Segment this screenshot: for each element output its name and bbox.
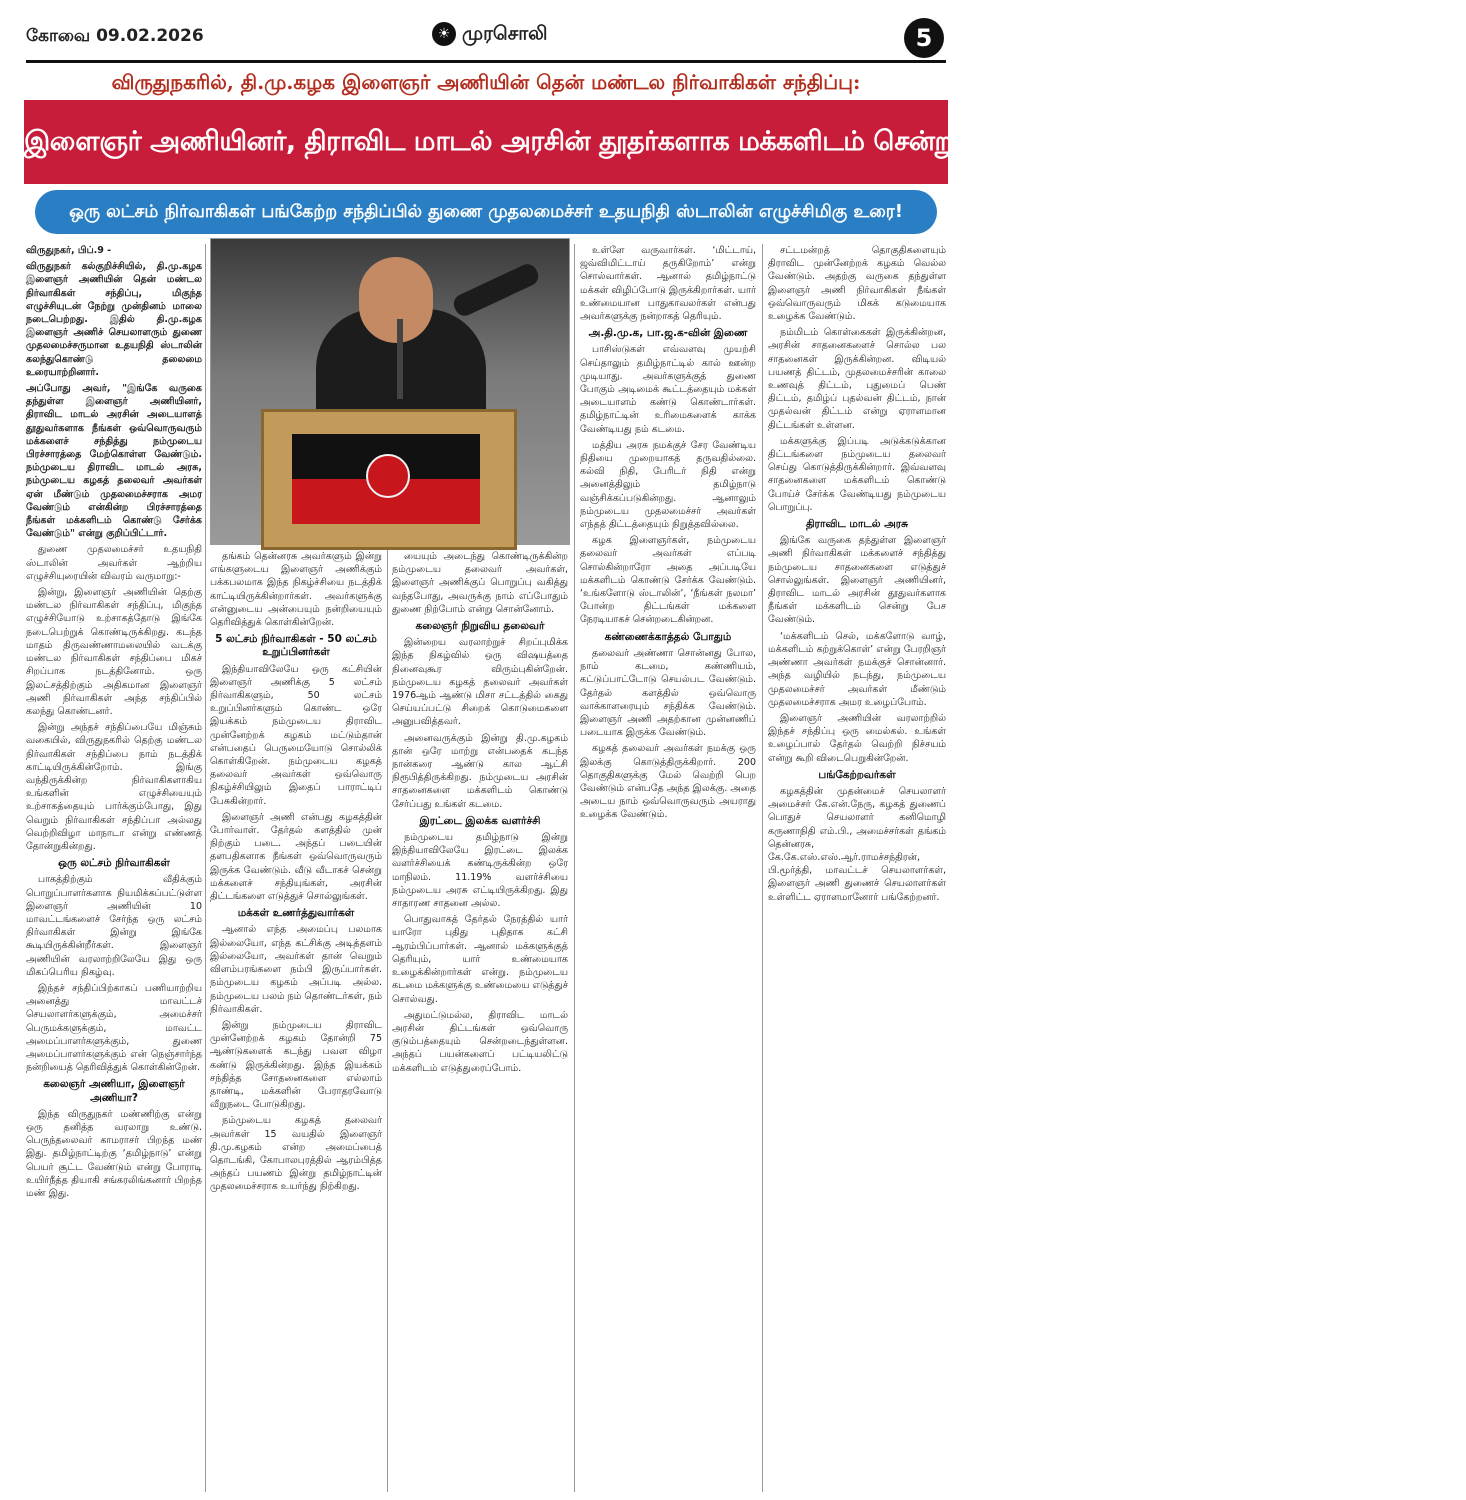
headline: இளைஞர் அணியினர், திராவிட மாடல் அரசின் தூதர்களாக மக்களிடம் சென்று நம் சாதனைகளை எடுத்துச் சொல்லுங்கள்! — [24, 126, 1466, 157]
paragraph: மக்களுக்கு இப்படி அடுக்கடுக்கான திட்டங்களை நம்முடைய தலைவர் செய்து கொடுத்திருக்கின்றார். இவ்வளவு சாதனைகளை மக்களிடம் கொண்டு போய்ச் சேர்க்க வேண்டியது நம்முடைய பொறுப்பு. — [768, 435, 946, 513]
paragraph: இந்த விருதுநகர் மண்ணிற்கு என்று ஒரு தனித்த வரலாறு உண்டு. பெருந்தலைவர் காமராசர் பிறந்த மண் இது. தமிழ்நாட்டிற்கு ‘தமிழ்நாடு’ என்று பெயர் சூட்ட வேண்டும் என்று போராடி உயிர்நீத்த தியாகி சங்கரலிங்கனார் பிறந்த மண் இது. — [26, 1108, 202, 1200]
section-heading: கலைஞர் அணியா, இளைஞர் அணியா? — [43, 1078, 185, 1104]
paragraph: அதுமட்டுமல்ல, திராவிட மாடல் அரசின் திட்டங்கள் ஒவ்வொரு குடும்பத்தையும் சென்றடைந்துள்ளன. அந்தப் பயன்களைப் பட்டியலிட்டு மக்களிடம் எடுத்துரைப்போம். — [392, 1009, 568, 1074]
paragraph: தங்கம் தென்னரசு அவர்களும் இன்று எங்களுடைய இளைஞர் அணிக்கும் பக்கபலமாக இந்த நிகழ்ச்சியை நடத்திக் காட்டியிருக்கின்றார்கள். அவர்களுக்கு என்னுடைய அன்பையும் நன்றியையும் தெரிவித்துக் கொள்கின்றேன். — [210, 551, 382, 629]
paragraph: இன்று நம்முடைய திராவிட முன்னேற்றக் கழகம் தோன்றி 75 ஆண்டுகளைக் கடந்து பவள விழா கண்டு இருக்கின்றது. இந்த இயக்கம் சந்தித்த சோதனைகளை எல்லாம் தாண்டி, மக்களின் பேராதரவோடு வீறுநடை போடுகிறது. — [210, 1019, 382, 1111]
paragraph: துணை முதலமைச்சர் உதயநிதி ஸ்டாலின் அவர்கள் ஆற்றிய எழுச்சியுரையின் விவரம் வருமாறு:- — [26, 544, 202, 582]
lead-paragraph: விருதுநகர் கல்குறிச்சியில், தி.மு.கழக இளைஞர் அணியின் தென் மண்டல நிர்வாகிகள் சந்திப்பு, மிகுந்த எழுச்சியுடன் நேற்று முன்தினம் மாலை நடைபெற்றது. இதில் தி.மு.கழக இளைஞர் அணிச் செயலாளரும் துணை முதலமைச்சருமான உதயநிதி ஸ்டாலின் கலந்துகொண்டு தலைமை உரையாற்றினார். — [26, 261, 202, 378]
paper-name-block — [432, 22, 548, 48]
rising-sun-logo-icon: ☀ — [432, 22, 456, 46]
subheadline-banner — [35, 190, 937, 234]
column-divider — [205, 244, 206, 1492]
speaker-photo — [210, 238, 570, 545]
article-column-3 — [392, 550, 568, 1492]
speaker-head — [359, 257, 433, 343]
paragraph: பொதுவாகத் தேர்தல் நேரத்தில் யார் யாரோ புதிது புதிதாக கட்சி ஆரம்பிப்பார்கள். ஆனால் மக்களுக்குத் தெரியும், யார் உண்மையாக உழைக்கின்றார்கள் என்று. நம்முடைய கடமை மக்களுக்கு உண்மையை எடுத்துச் சொல்வது. — [392, 914, 568, 1005]
column-divider — [762, 244, 763, 1492]
page-number: 5 — [904, 18, 944, 58]
rising-sun-icon — [366, 454, 410, 498]
paragraph: இன்று அந்தச் சந்திப்பையே மிஞ்சும் வகையில், விருதுநகரில் தெற்கு மண்டல நிர்வாகிகள் சந்திப்பை நாம் நடத்திக் காட்டியிருக்கின்றோம். இங்கு வந்திருக்கின்ற நிர்வாகிகளாகிய உங்களின் எழுச்சியையும் உற்சாகத்தையும் பார்க்கும்போது, இது வெறும் நிர்வாகிகள் சந்திப்பா அல்லது வெற்றிவிழா மாநாடா என்று எண்ணத் தோன்றுகின்றது. — [26, 722, 202, 852]
section-heading: கண்ணைக்காத்தல் போதும் — [604, 630, 732, 643]
article-column-4 — [580, 244, 756, 1492]
paragraph: யையும் அடைந்து கொண்டிருக்கின்ற நம்முடைய தலைவர் அவர்கள், இளைஞர் அணிக்குப் பொறுப்பு வகித்து வந்தபோது, அவருக்கு நாம் எப்போதும் துணை நிற்போம் என்று சொன்னோம். — [392, 551, 568, 615]
paragraph: இந்தச் சந்திப்பிற்காகப் பணியாற்றிய அனைத்து மாவட்டச் செயலாளர்களுக்கும், அமைச்சர் பெருமக்களுக்கும், மாவட்ட அமைப்பாளர்களுக்கும், துணை அமைப்பாளர்களுக்கும் என் நெஞ்சார்ந்த நன்றியைத் தெரிவித்துக் கொள்கின்றேன். — [26, 982, 202, 1074]
column-divider — [387, 550, 388, 1492]
paragraph: தலைவர் அண்ணா சொன்னது போல, நாம் கடமை, கண்ணியம், கட்டுப்பாட்டோடு செயல்பட வேண்டும். தேர்தல் களத்தில் ஒவ்வொரு வாக்காளரையும் சந்திக்க வேண்டும். இளைஞர் அணி அதற்கான முன்னணிப் படையாக இருக்க வேண்டும். — [580, 647, 756, 739]
headline-banner — [24, 100, 1466, 184]
section-heading: கலைஞர் நிறுவிய தலைவர் — [415, 620, 545, 633]
paragraph: இன்றைய வரலாற்றுச் சிறப்புமிக்க இந்த நிகழ்வில் ஒரு விஷயத்தை நினைவுகூர விரும்புகின்றேன். நம்முடைய கழகத் தலைவர் அவர்கள் 1976ஆம் ஆண்டு மிசா சட்டத்தில் கைது செய்யப்பட்டு சிறைக் கொடுமைகளை அனுபவித்தவர். — [392, 637, 568, 728]
paragraph: உள்ளே வருவார்கள். ‘மிட்டாய், ஜவ்விமிட்டாய் தருகிறோம்’ என்று சொல்வார்கள். ஆனால் தமிழ்நாட்டு மக்கள் விழிப்போடு இருக்கிறார்கள். யார் உண்மையான பாதுகாவலர்கள் என்பது அவர்களுக்கு நன்றாகத் தெரியும். — [580, 245, 756, 323]
paper-name: முரசொலி — [462, 22, 548, 45]
paragraph: நம்முடைய தமிழ்நாடு இன்று இந்தியாவிலேயே இரட்டை இலக்க வளர்ச்சியைக் கண்டிருக்கின்ற ஒரே மாநிலம். 11.19% வளர்ச்சியை நம்முடைய அரசு எட்டியிருக்கிறது. இது சாதாரண சாதனை அல்ல. — [392, 832, 568, 910]
article-column-1 — [26, 244, 202, 1492]
dateline: விருதுநகர், பிப்.9 - — [26, 245, 112, 256]
paragraph: சட்டமன்றத் தொகுதிகளையும் திராவிட முன்னேற்றக் கழகம் வெல்ல வேண்டும். அதற்கு வருகை தந்துள்ள இளைஞர் அணி நிர்வாகிகள் நீங்கள் ஒவ்வொருவரும் மிகக் கடுமையாக உழைக்க வேண்டும். — [768, 245, 946, 323]
section-heading: திராவிட மாடல் அரசு — [805, 518, 909, 531]
section-heading: ஒரு லட்சம் நிர்வாகிகள் — [58, 857, 170, 870]
paragraph: கழகத்தின் முதன்மைச் செயலாளர் அமைச்சர் கே.என்.நேரு, கழகத் துணைப் பொதுச் செயலாளர் கனிமொழி கருணாநிதி எம்.பி., அமைச்சர்கள் தங்கம் தென்னரசு, கே.கே.எஸ்.எஸ்.ஆர்.ராமச்சந்திரன், பி.மூர்த்தி, மாவட்டச் செயலாளர்கள், இளைஞர் அணி துணைச் செயலாளர்கள் உள்ளிட்ட ஏராளமானோர் பங்கேற்றனர். — [768, 785, 946, 903]
column-divider — [574, 244, 575, 1492]
paragraph: இளைஞர் அணியின் வரலாற்றில் இந்தச் சந்திப்பு ஒரு மைல்கல். உங்கள் உழைப்பால் தேர்தல் வெற்றி நிச்சயம் என்று கூறி விடைபெறுகின்றேன். — [768, 712, 946, 764]
paragraph: பாகத்திற்கும் வீதிக்கும் பொறுப்பாளர்களாக நியமிக்கப்பட்டுள்ள இளைஞர் அணியின் 10 மாவட்டங்களைச் சேர்ந்த ஒரு லட்சம் நிர்வாகிகள் இன்று இங்கே கூடியிருக்கின்றீர்கள். இளைஞர் அணியின் வரலாற்றிலேயே இது ஒரு மிகப்பெரிய நிகழ்வு. — [26, 874, 202, 978]
section-heading: 5 லட்சம் நிர்வாகிகள் - 50 லட்சம் உறுப்பினர்கள் — [215, 633, 377, 659]
section-heading: அ.தி.மு.க, பா.ஜ.க-வின் இணை — [588, 327, 748, 340]
article-column-2 — [210, 550, 382, 1492]
paragraph: நம்முடைய கழகத் தலைவர் அவர்கள் 15 வயதில் இளைஞர் தி.மு.கழகம் என்ற அமைப்பைத் தொடங்கி, கோபாலபுரத்தில் ஆரம்பித்த அந்தப் பயணம் இன்று தமிழ்நாட்டின் முதலமைச்சராக உயர்ந்து நிற்கிறது. — [210, 1115, 382, 1193]
paragraph: இங்கே வருகை தந்துள்ள இளைஞர் அணி நிர்வாகிகள் மக்களைச் சந்தித்து நம்முடைய சாதனைகளை எடுத்துச் சொல்லுங்கள். இளைஞர் அணியினர், திராவிட மாடல் அரசின் தூதுவர்களாக நீங்கள் மக்களிடம் சென்று பேச வேண்டும். — [768, 535, 946, 626]
section-heading: மக்கள் உணர்த்துவார்கள் — [237, 907, 355, 920]
paragraph: இந்தியாவிலேயே ஒரு கட்சியின் இளைஞர் அணிக்கு 5 லட்சம் நிர்வாகிகளும், 50 லட்சம் உறுப்பினர்களும் கொண்ட ஒரே இயக்கம் நம்முடைய திராவிட முன்னேற்றக் கழகம் மட்டும்தான் என்பதைப் பெருமையோடு சொல்லிக் கொள்கிறேன். நம்முடைய கழகத் தலைவர் அவர்கள் ஒவ்வொரு நிகழ்ச்சியிலும் இதைப் பாராட்டிப் பேசுகின்றார். — [210, 663, 382, 807]
section-heading: பங்கேற்றவர்கள் — [818, 768, 896, 781]
paragraph: ‘மக்களிடம் செல், மக்களோடு வாழ், மக்களிடம் கற்றுக்கொள்’ என்று பேரறிஞர் அண்ணா அவர்கள் நமக்குச் சொன்னார். அந்த வழியில் நடந்து, நம்முடைய முதலமைச்சர் அவர்கள் மீண்டும் முதலமைச்சராக அமர உழைப்போம். — [768, 630, 946, 708]
paragraph: கழகத் தலைவர் அவர்கள் நமக்கு ஒரு இலக்கு கொடுத்திருக்கிறார். 200 தொகுதிகளுக்கு மேல் வெற்றி பெற வேண்டும் என்பதே அந்த இலக்கு. அதை அடைய நாம் ஒவ்வொருவரும் அயராது உழைக்க வேண்டும். — [580, 743, 756, 821]
microphone-icon — [397, 319, 403, 399]
masthead-divider — [26, 60, 946, 63]
article-column-5 — [768, 244, 946, 1492]
party-flag-icon — [292, 434, 480, 524]
edition-date: கோவை 09.02.2026 — [26, 26, 204, 46]
section-heading: இரட்டை இலக்க வளர்ச்சி — [419, 814, 541, 827]
quote-paragraph: அப்போது அவர், "இங்கே வருகை தந்துள்ள இளைஞர் அணியினர், திராவிட மாடல் அரசின் அடையாளத் தூதுவர்களாக நீங்கள் ஒவ்வொருவரும் மக்களைச் சந்தித்து நம்முடைய பிரச்சாரத்தை மேற்கொள்ள வேண்டும். நம்முடைய திராவிட மாடல் அரசு, நம்முடைய கழகத் தலைவர் அவர்கள் ஏன் மீண்டும் முதலமைச்சராக அமர வேண்டும் என்கின்ற பிரச்சாரத்தை நீங்கள் மக்களிடம் கொண்டு சேர்க்க வேண்டும்" என்று குறிப்பிட்டார். — [26, 383, 202, 540]
paragraph: பாசிஸ்டுகள் எவ்வளவு முயற்சி செய்தாலும் தமிழ்நாட்டில் கால் ஊன்ற முடியாது. அவர்களுக்குத் துணை போகும் அடிமைக் கூட்டத்தையும் மக்கள் அடையாளம் கண்டு கொண்டார்கள். தமிழ்நாட்டின் உரிமைகளைக் காக்க வேண்டியது நம் கடமை. — [580, 344, 756, 435]
paragraph: இளைஞர் அணி என்பது கழகத்தின் போர்வாள். தேர்தல் களத்தில் முன் நிற்கும் படை. அந்தப் படையின் தளபதிகளாக நீங்கள் ஒவ்வொருவரும் இருக்க வேண்டும். வீடு வீடாகச் சென்று மக்களைச் சந்தியுங்கள், அரசின் திட்டங்களை எடுத்துச் சொல்லுங்கள். — [210, 811, 382, 903]
podium — [261, 409, 517, 550]
paragraph: இன்று, இளைஞர் அணியின் தெற்கு மண்டல நிர்வாகிகள் சந்திப்பு, மிகுந்த எழுச்சியோடு உற்சாகத்தோடு இங்கே நடைபெற்றுக் கொண்டிருக்கிறது. கடந்த மாதம் திருவண்ணாமலையில் வடக்கு மண்டல நிர்வாகிகள் சந்திப்பை மிகச் சிறப்பாக நடத்தினோம். ஒரு இலட்சத்திற்கும் அதிகமான இளைஞர் அணி நிர்வாகிகள் அந்த சந்திப்பில் கலந்து கொண்டனர். — [26, 587, 202, 717]
subheadline: ஒரு லட்சம் நிர்வாகிகள் பங்கேற்ற சந்திப்பில் துணை முதலமைச்சர் உதயநிதி ஸ்டாலின் எழுச்சிமிகு உரை! — [69, 202, 903, 222]
article-kicker: விருதுநகரில், தி.மு.கழக இளைஞர் அணியின் தென் மண்டல நிர்வாகிகள் சந்திப்பு: — [111, 70, 861, 94]
paragraph: கழக இளைஞர்கள், நம்முடைய தலைவர் அவர்கள் எப்படி சொல்கின்றாரோ அதை அப்படியே மக்களிடம் கொண்டு சேர்க்க வேண்டும். ‘உங்களோடு ஸ்டாலின்’, ‘நீங்கள் நலமா’ போன்ற திட்டங்கள் மக்களை நேரடியாகச் சென்றடைகின்றன. — [580, 535, 756, 626]
paragraph: மத்திய அரசு நமக்குச் சேர வேண்டிய நிதியை முறையாகத் தருவதில்லை. கல்வி நிதி, பேரிடர் நிதி என்று அனைத்திலும் தமிழ்நாடு வஞ்சிக்கப்படுகின்றது. ஆனாலும் நம்முடைய முதலமைச்சர் அவர்கள் எந்தத் திட்டத்தையும் நிறுத்தவில்லை. — [580, 439, 756, 531]
paragraph: ஆனால் எந்த அமைப்பு பலமாக இல்லையோ, எந்த கட்சிக்கு அடித்தளம் இல்லையோ, அவர்கள் தான் வெறும் விளம்பரங்களை நம்பி இருப்பார்கள். நம்முடைய கழகம் அப்படி அல்ல. நம்முடைய பலம் நம் தொண்டர்கள், நம் நிர்வாகிகள். — [210, 924, 382, 1015]
paragraph: அனைவருக்கும் இன்று தி.மு.கழகம் தான் ஒரே மாற்று என்பதைக் கடந்த நான்கரை ஆண்டு கால ஆட்சி நிரூபித்திருக்கிறது. நம்முடைய அரசின் சாதனைகளை மக்களிடம் கொண்டு சேர்ப்பது உங்கள் கடமை. — [392, 732, 568, 810]
paragraph: நம்மிடம் கொள்கைகள் இருக்கின்றன, அரசின் சாதனைகளைச் சொல்ல பல சாதனைகள் இருக்கின்றன. விடியல் பயணத் திட்டம், முதலமைச்சரின் காலை உணவுத் திட்டம், புதுமைப் பெண் திட்டம், தமிழ்ப் புதல்வன் திட்டம், நான் முதல்வன் திட்டம் என்று ஏராளமான திட்டங்கள் உள்ளன. — [768, 327, 946, 431]
